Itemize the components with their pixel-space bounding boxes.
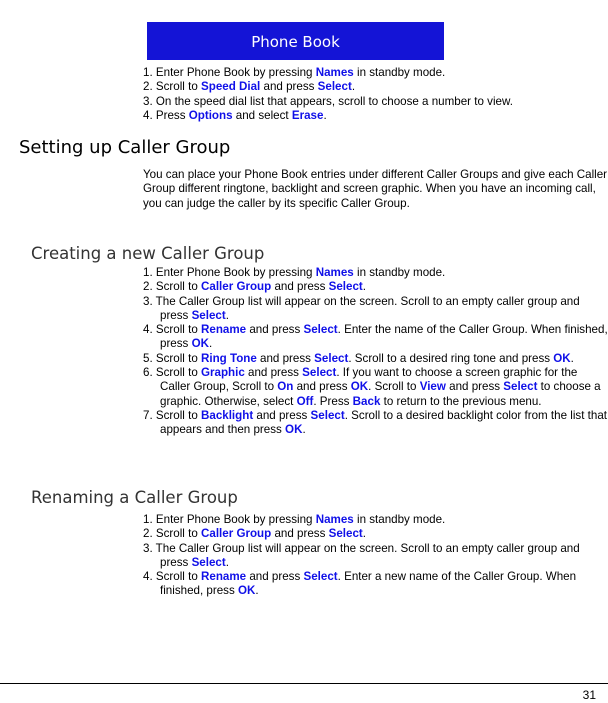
key-term: OK: [553, 351, 571, 365]
step-text: .: [255, 584, 259, 598]
step-text: .: [208, 337, 213, 351]
step-text: 1. Enter Phone Book by pressing: [143, 513, 316, 526]
step-text: 6. Scroll to: [143, 366, 201, 380]
step-text: .: [362, 280, 366, 294]
step-item: [143, 109, 608, 123]
step-text: and press: [244, 366, 303, 380]
banner-title: Phone Book: [251, 33, 340, 51]
step-item: [143, 80, 608, 94]
key-term: Caller Group: [201, 527, 272, 541]
step-item: [143, 542, 608, 571]
step-item: [143, 513, 608, 527]
rename-group-heading: Renaming a Caller Group: [31, 488, 238, 507]
key-term: On: [277, 380, 294, 394]
key-term: Names: [315, 513, 354, 526]
step-text: .: [302, 423, 306, 437]
key-term: Select: [303, 570, 338, 584]
step-item: [143, 352, 608, 366]
rename-group-steps: [143, 513, 608, 599]
step-text: 1. Enter Phone Book by pressing: [143, 266, 316, 279]
step-text: 4. Scroll to: [143, 323, 201, 337]
key-term: Off: [296, 394, 314, 408]
key-term: OK: [350, 380, 369, 394]
key-term: Select: [310, 408, 345, 422]
key-term: Rename: [201, 323, 247, 337]
step-text: . Press: [313, 394, 353, 408]
step-text: .: [225, 308, 229, 322]
page-number: 31: [582, 688, 596, 702]
step-text: . Scroll to a desired ring tone and press: [348, 351, 554, 365]
key-term: Select: [314, 351, 349, 365]
step-text: 3. The Caller Group list will appear on the screen. Scroll to an empty caller group and press: [143, 294, 580, 322]
step-text: to return to the previous menu.: [380, 394, 542, 408]
step-item: [143, 66, 608, 80]
step-text: and press: [246, 570, 304, 584]
key-term: Names: [315, 66, 354, 79]
step-text: 3. The Caller Group list will appear on the screen. Scroll to an empty caller group and press: [143, 541, 580, 569]
create-group-heading: Creating a new Caller Group: [31, 244, 265, 263]
step-item: [143, 527, 608, 541]
step-item: [143, 280, 608, 294]
step-text: 5. Scroll to: [143, 351, 201, 365]
step-text: .: [351, 80, 356, 94]
step-text: .: [323, 108, 327, 122]
step-text: and press: [260, 80, 318, 94]
step-text: . If you want to choose a screen graphic for the Caller Group, Scroll to: [160, 366, 578, 394]
key-term: Select: [191, 555, 226, 569]
step-text: .: [225, 555, 229, 569]
step-text: and press: [271, 527, 329, 541]
key-term: OK: [237, 584, 256, 598]
key-term: OK: [285, 423, 303, 437]
key-term: View: [419, 380, 446, 394]
step-text: to choose a graphic. Otherwise, select: [160, 380, 601, 408]
step-text: in standby mode.: [353, 66, 446, 79]
step-item: [143, 95, 608, 109]
step-text: 2. Scroll to: [143, 280, 201, 294]
key-term: Names: [315, 266, 354, 279]
key-term: Select: [503, 380, 538, 394]
key-term: Select: [191, 308, 226, 322]
step-text: in standby mode.: [353, 513, 446, 526]
step-text: in standby mode.: [353, 266, 446, 279]
step-item: [143, 295, 608, 324]
key-term: Select: [302, 366, 337, 380]
step-item: [143, 570, 608, 599]
step-text: 3. On the speed dial list that appears, scroll to choose a number to view.: [143, 94, 513, 108]
key-term: Select: [303, 323, 338, 337]
speed-dial-steps: [143, 66, 608, 123]
key-term: Backlight: [201, 408, 254, 422]
step-text: and press: [445, 380, 504, 394]
step-text: . Enter a new name of the Caller Group. When finished, press: [160, 570, 577, 598]
step-text: and press: [271, 280, 329, 294]
section-banner: [147, 22, 444, 60]
step-text: 1. Enter Phone Book by pressing: [143, 66, 316, 79]
step-text: 2. Scroll to: [143, 80, 201, 94]
key-term: Graphic: [201, 366, 245, 380]
step-text: 7. Scroll to: [143, 408, 201, 422]
step-text: 4. Press: [143, 108, 189, 122]
key-term: Erase: [291, 108, 324, 122]
step-text: and press: [293, 380, 351, 394]
step-text: and press: [253, 408, 311, 422]
section-heading: Setting up Caller Group: [19, 137, 231, 158]
footer-divider: [0, 683, 608, 684]
step-text: . Scroll to a desired backlight color from the list that appears and then press: [160, 408, 607, 437]
key-term: Select: [317, 80, 352, 94]
key-term: Select: [328, 280, 363, 294]
step-text: and select: [232, 108, 292, 122]
key-term: Ring Tone: [201, 351, 257, 365]
step-text: 2. Scroll to: [143, 527, 201, 541]
step-text: and press: [246, 323, 304, 337]
step-text: .: [570, 351, 574, 365]
key-term: Speed Dial: [201, 80, 261, 94]
step-text: and press: [256, 351, 315, 365]
step-item: [143, 409, 608, 438]
key-term: OK: [191, 337, 209, 351]
section-intro: You can place your Phone Book entries under different Caller Groups and give each Caller Group different ringtone, backlight and screen graphic. When you have an incoming call, you can judge the caller by its specific Caller Group.: [143, 168, 608, 210]
key-term: Select: [328, 527, 363, 541]
step-text: . Scroll to: [368, 380, 420, 394]
step-text: .: [362, 527, 366, 541]
step-text: . Enter the name of the Caller Group. When finished, press: [160, 323, 608, 351]
step-item: [143, 323, 608, 352]
key-term: Rename: [201, 570, 247, 584]
key-term: Options: [188, 108, 233, 122]
step-text: 4. Scroll to: [143, 570, 201, 584]
step-item: [143, 266, 608, 280]
step-item: [143, 366, 608, 409]
key-term: Back: [352, 394, 381, 408]
create-group-steps: [143, 266, 608, 438]
key-term: Caller Group: [201, 280, 272, 294]
